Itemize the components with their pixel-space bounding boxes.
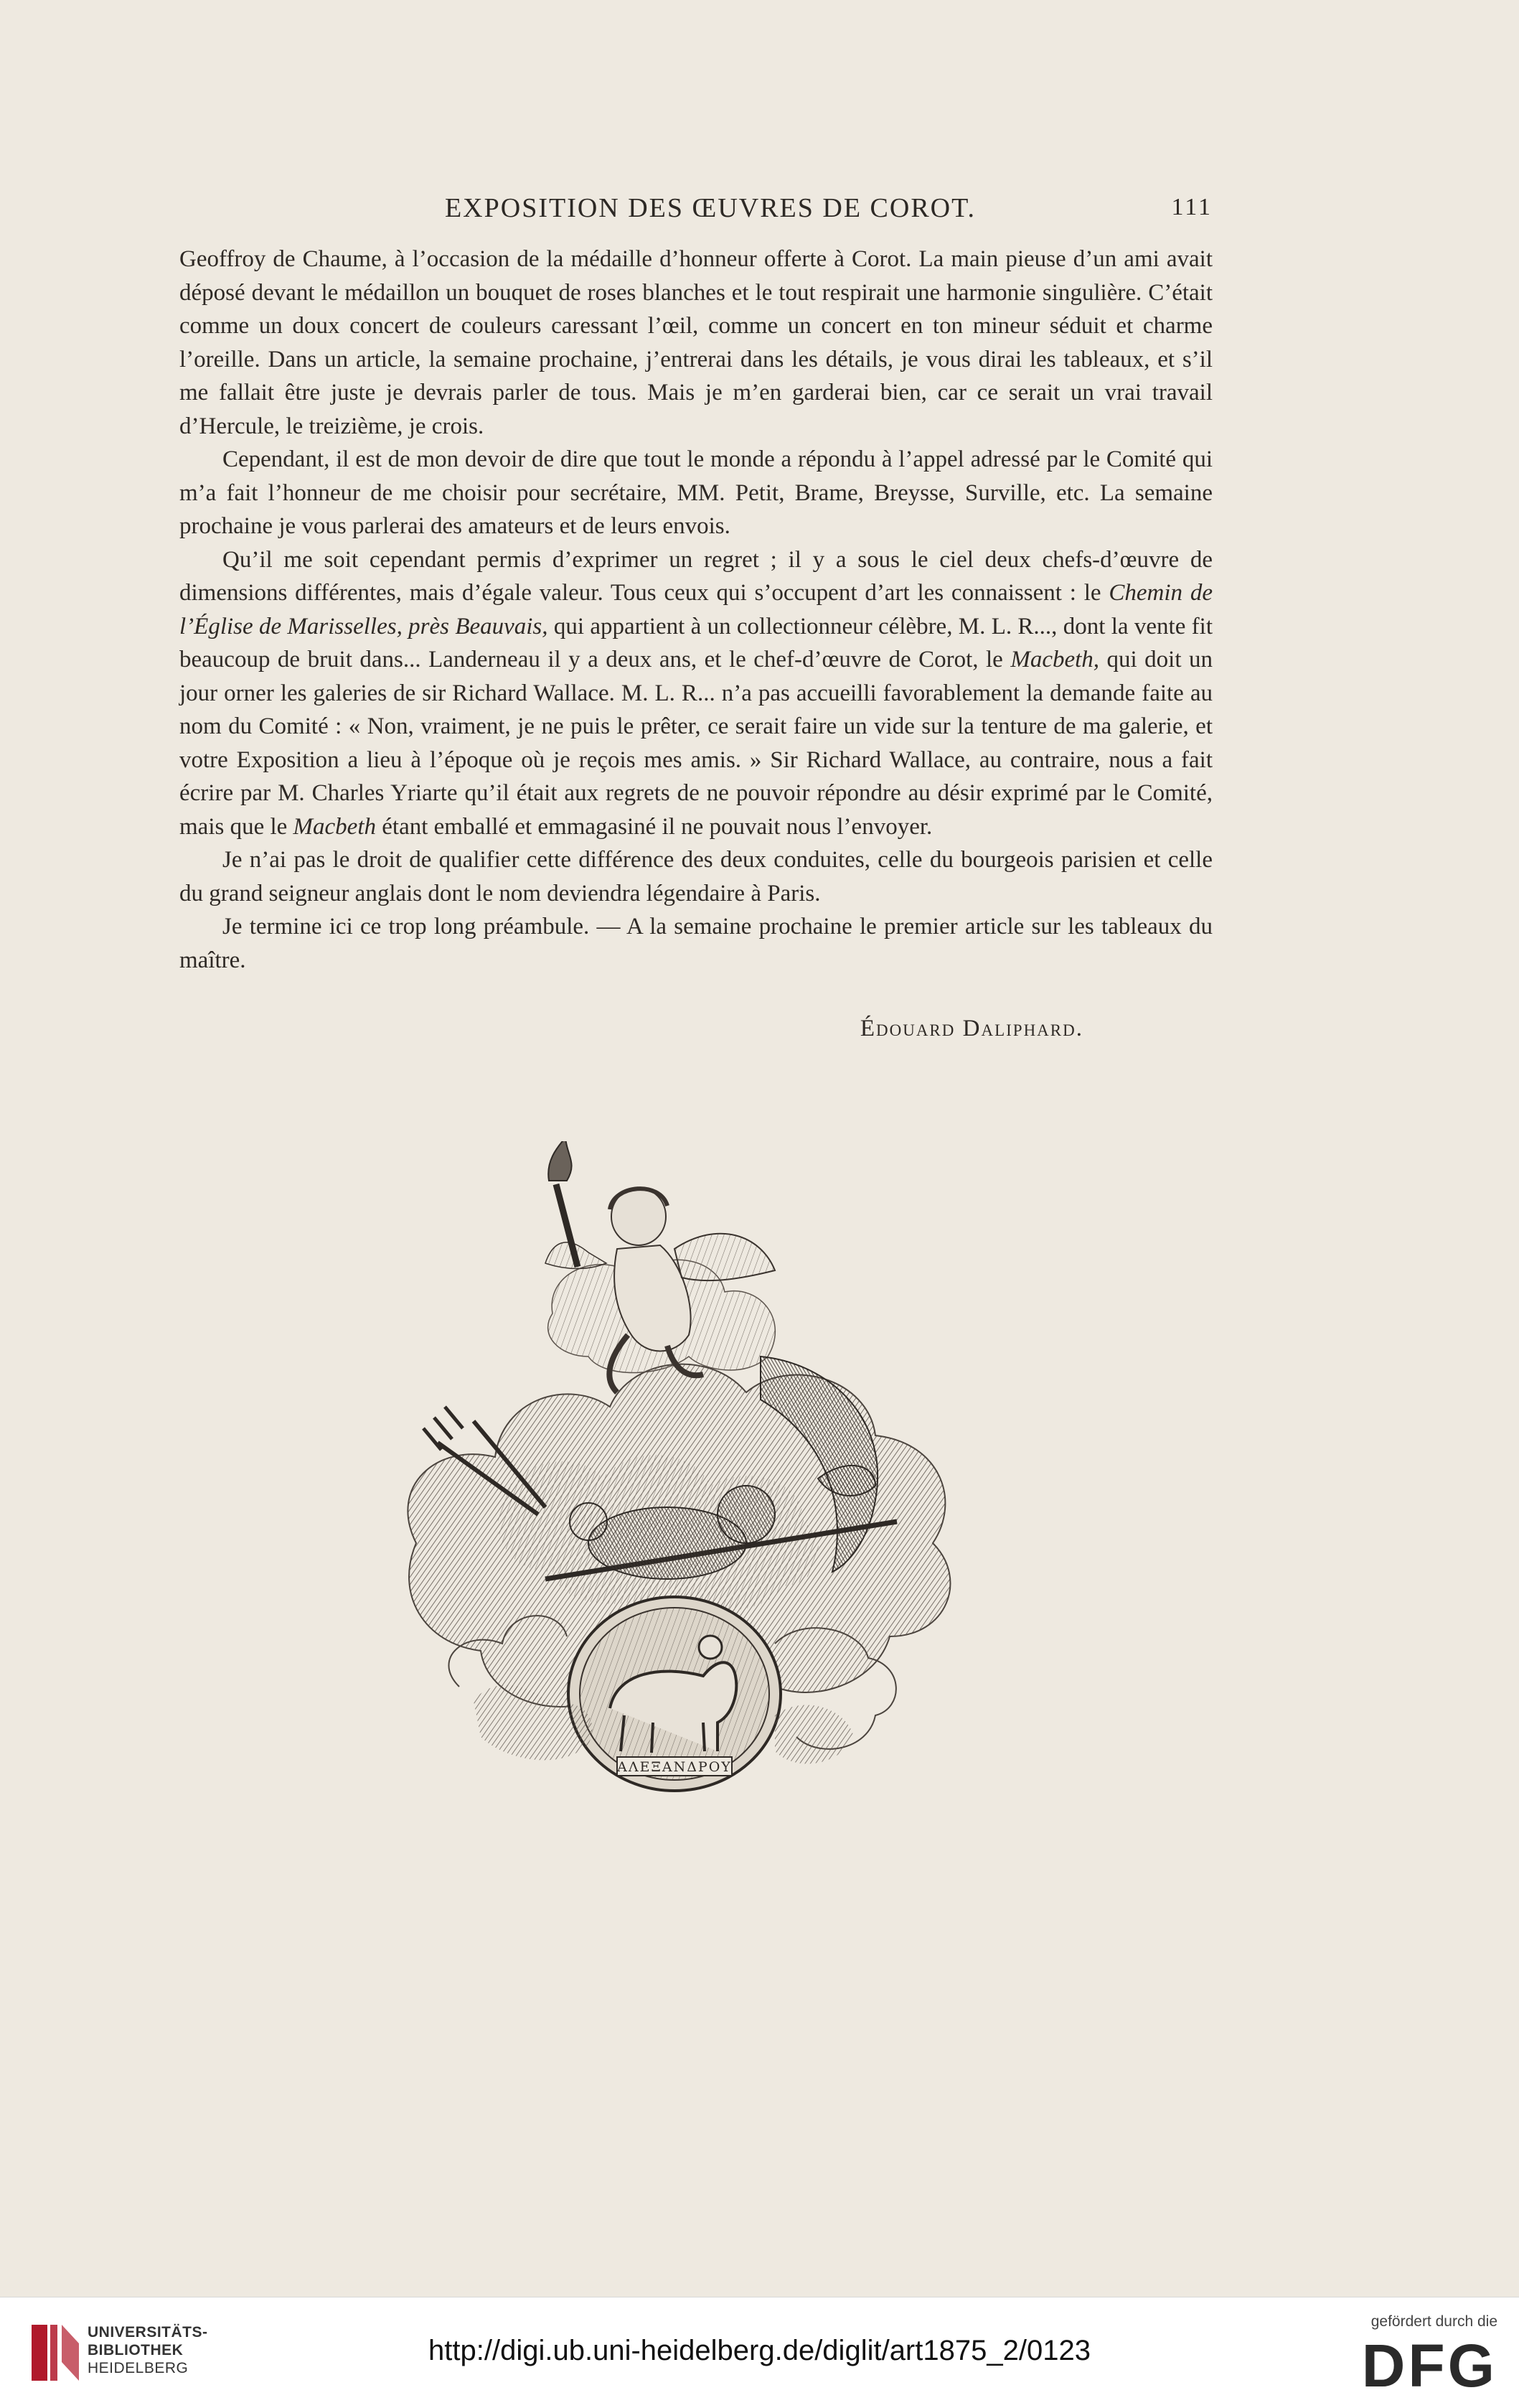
author-signature: Édouard Daliphard. [860, 1016, 1083, 1041]
alexander-coin [568, 1597, 781, 1791]
paragraph-4: Je n’ai pas le droit de qualifier cette différence des deux conduites, celle du bourgeois parisien et celle du grand seigneur anglais dont le nom deviendra légendaire à Paris. [179, 847, 1213, 906]
page-title: EXPOSITION DES ŒUVRES DE COROT. [444, 193, 977, 223]
funded-by-label: gefördert durch die [1370, 2313, 1497, 2330]
paragraph-3-part-a: Qu’il me soit cependant permis d’exprimer un regret ; il y a sous le ciel deux chefs-d’œuvre de dimensions différentes, mais d’égale valeur. Tous ceux qui s’occupent d’art les connaissent : le [179, 546, 1213, 606]
painting-title-chemin: Chemin de l’Église de Marisselles, près Beauvais, [179, 580, 1213, 640]
paragraph-3 [179, 543, 1213, 844]
article-text [179, 243, 1213, 977]
university-line-1: UNIVERSITÄTS- [88, 2324, 208, 2341]
dfg-logo: DFG [1361, 2332, 1497, 2399]
paragraph-1: Geoffroy de Chaume, à l’occasion de la médaille d’honneur offerte à Corot. La main pieuse d’un ami avait déposé devant le médaillon un bouquet de roses blanches et le tout respirait une harmonie singulière. C’était comme un doux concert de couleurs caressant l’œil, comme un concert en ton mineur séduit et charme l’oreille. Dans un article, la semaine prochaine, j’entrerai dans les détails, je vous dirai les tableaux, et s’il me fallait être juste je devrais parler de tous. Mais je m’en garderai bien, car ce serait un vrai travail d’Hercule, le treizième, je crois. [179, 246, 1213, 439]
dfg-credit [1325, 2313, 1497, 2398]
digitization-footer [0, 2297, 1519, 2408]
engraved-vignette [373, 1141, 976, 1873]
paragraph-3-part-d: étant emballé et emmagasiné il ne pouvait nous l’envoyer. [376, 813, 933, 840]
coin-inscription: ΑΛΕΞΑΝΔΡΟΥ [617, 1759, 732, 1775]
painting-title-macbeth-2: Macbeth [293, 813, 376, 840]
paragraph-5: Je termine ici ce trop long préambule. — A la semaine prochaine le premier article sur les tableaux du maître. [179, 914, 1213, 973]
paragraph-3-part-b: qui appartient à un collectionneur célèbre, M. L. R..., dont la vente fit beaucoup de bruit dans... Landerneau il y a deux ans, et le chef-d’œuvre de Corot, le [179, 613, 1213, 673]
running-head [179, 192, 1213, 228]
university-line-3: HEIDELBERG [88, 2360, 189, 2376]
university-line-2: BIBLIOTHEK [88, 2342, 184, 2358]
source-url-link[interactable]: http://digi.ub.uni-heidelberg.de/diglit/art1875_2/0123 [428, 2335, 1091, 2366]
page-number: 111 [1171, 194, 1213, 220]
paragraph-2: Cependant, il est de mon devoir de dire que tout le monde a répondu à l’appel adressé par le Comité qui m’a fait l’honneur de me choisir pour secrétaire, MM. Petit, Brame, Breysse, Surville, etc. La semaine prochaine je vous parlerai des amateurs et de leurs envois. [179, 446, 1213, 539]
paragraph-3-part-c: qui doit un jour orner les galeries de sir Richard Wallace. M. L. R... n’a pas accueilli favorablement la demande faite au nom du Comité : « Non, vraiment, je ne puis le prêter, ce serait faire un vide sur la tenture de ma galerie, et votre Exposition a lieu à l’époque où je reçois mes amis. » Sir Richard Wallace, au contraire, nous a fait écrire par M. Charles Yriarte qu’il était aux regrets de ne pouvoir répondre au désir exprimé par le Comité, mais que le [179, 647, 1213, 840]
painting-title-macbeth: Macbeth, [1010, 647, 1100, 673]
